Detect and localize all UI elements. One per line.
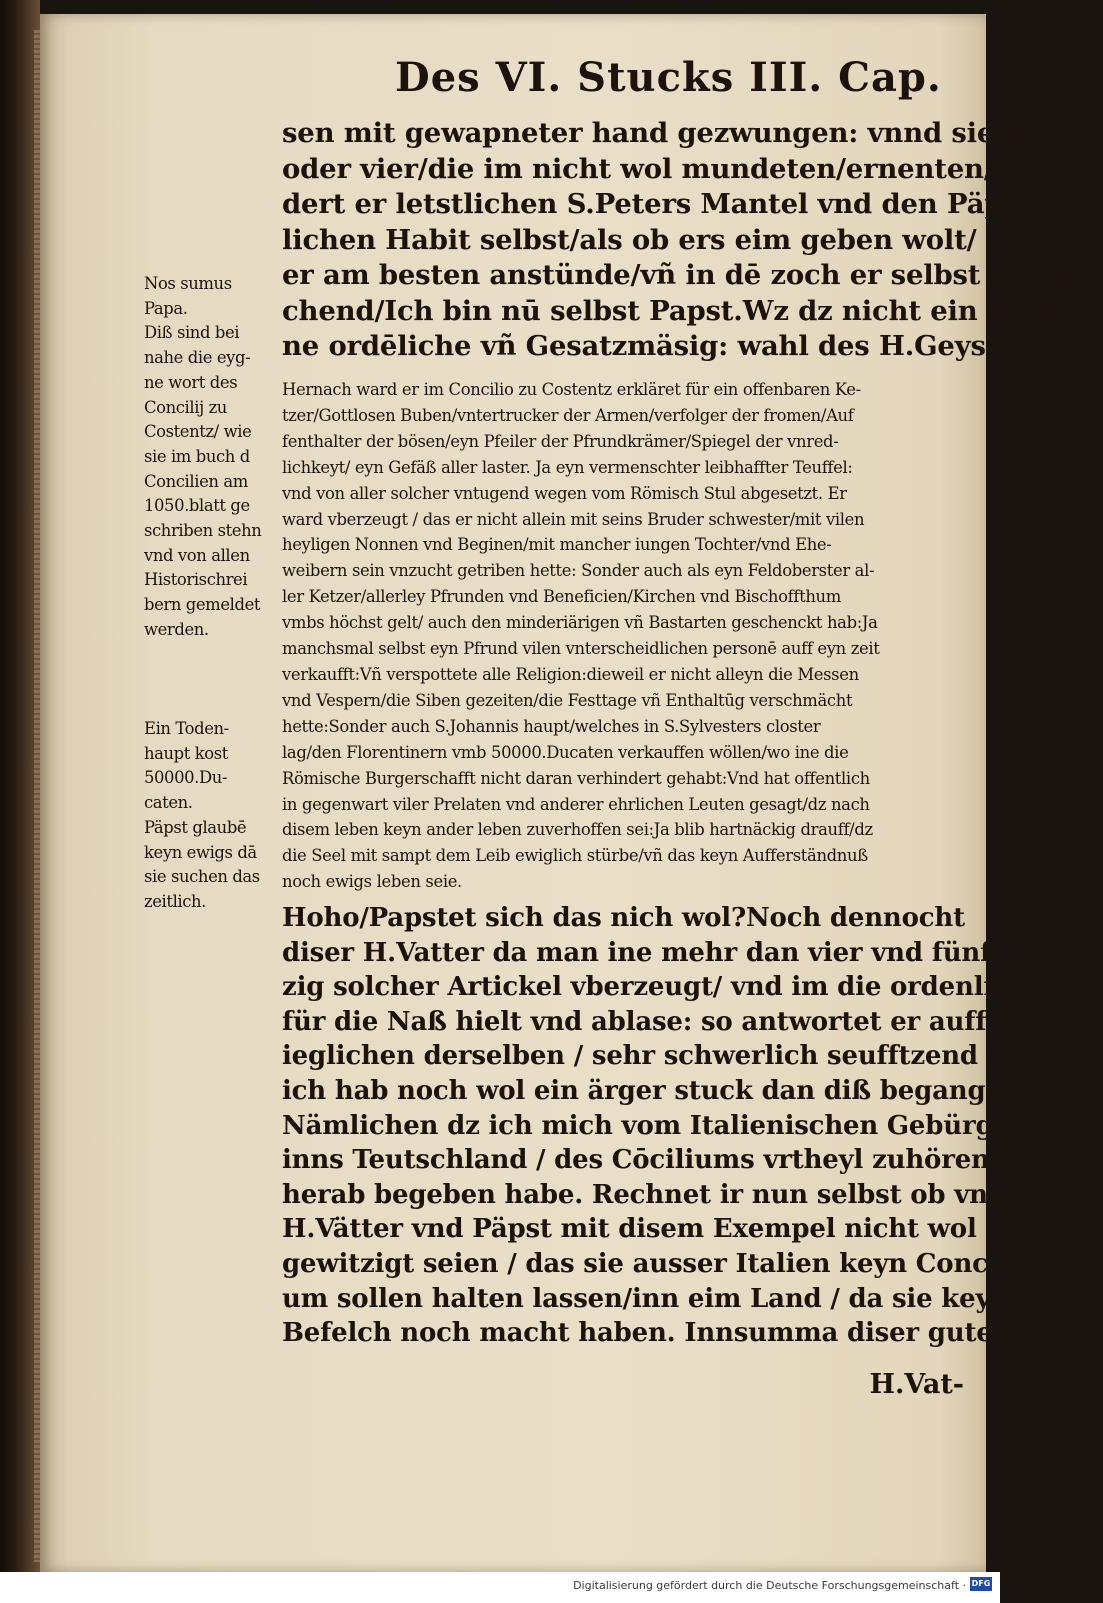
marginal-line: Historischrei (144, 570, 248, 590)
text-line: lichkeyt/ eyn Gefäß aller laster. Ja eyn vermenschter leibhaffter Teuffel: (282, 457, 853, 477)
text-line: er am besten anstünde/vñ in dē zoch er selbst an/spre (282, 259, 1103, 291)
dfg-logo: DFG (970, 1577, 992, 1591)
text-line: noch ewigs leben seie. (282, 872, 462, 892)
catchword: H.Vat- (869, 1369, 964, 1400)
text-line: herab begeben habe. Rechnet ir nun selbst ob vnser (282, 1179, 1033, 1210)
marginal-note-2 (144, 717, 284, 915)
marginal-line: 1050.blatt ge (144, 496, 250, 516)
marginal-line: caten. (144, 793, 193, 813)
text-line: vnd von aller solcher vntugend wegen vom Römisch Stul abgesetzt. Er (282, 483, 847, 503)
marginal-line: Costentz/ wie (144, 422, 252, 442)
text-line: um sollen halten lassen/inn eim Land / da sie keyn (282, 1283, 1010, 1314)
marginal-line: vnd von allen (144, 545, 250, 565)
text-line: Nämlichen dz ich mich vom Italienischen Gebürg (282, 1110, 994, 1141)
marginal-line: haupt kost (144, 743, 228, 763)
text-line: oder vier/die im nicht wol mundeten/ernenten/for (282, 152, 1038, 185)
text-line: ward vberzeugt / das er nicht allein mit seins Bruder schwester/mit vilen (282, 509, 865, 529)
marginal-line: keyn ewigs dā (144, 842, 257, 862)
text-line: inns Teutschland / des Cōciliums vrtheyl zuhören/ (282, 1145, 1000, 1176)
marginal-line: Päpst glaubē (144, 817, 247, 837)
text-line: dert er letstlichen S.Peters Mantel vnd den Päpst (282, 188, 1032, 220)
marginal-line: sie suchen das (144, 867, 260, 887)
marginal-line: 50000.Du- (144, 768, 227, 788)
text-line: chend/Ich bin nū selbst Papst.Wz dz nicht ein schō (282, 294, 1057, 327)
text-line: heyligen Nonnen vnd Beginen/mit mancher iungen Tochter/vnd Ehe- (282, 535, 832, 555)
text-line: ich hab noch wol ein ärger stuck dan diß begangen/ (282, 1075, 1030, 1106)
marginal-note-1 (144, 272, 284, 643)
marginal-line: schriben stehn (144, 521, 262, 541)
text-line: fenthalter der bösen/eyn Pfeiler der Pfrundkrämer/Spiegel der vnred- (282, 431, 839, 451)
text-line: H.Vätter vnd Päpst mit disem Exempel nicht wol (282, 1214, 977, 1245)
text-line: vnd Vespern/die Siben gezeiten/die Festtage vñ Enthaltūg verschmächt (282, 690, 853, 710)
text-line: in gegenwart viler Prelaten vnd anderer ehrlichen Leuten gesagt/dz nach (282, 794, 870, 814)
main-text-bottom (282, 901, 1060, 1351)
text-line: Hoho/Papstet sich das nich wol?Noch dennocht (282, 903, 965, 933)
text-line: Römische Burgerschafft nicht daran verhindert gehabt:Vnd hat offentlich (282, 768, 870, 788)
marginal-line: Concilij zu (144, 397, 227, 417)
footer-bar (0, 1572, 1000, 1603)
text-line: lichen Habit selbst/als ob ers eim geben wolt/ dem (282, 223, 1052, 256)
book-edge (0, 0, 40, 1572)
text-line: Hernach ward er im Concilio zu Costentz erkläret für ein offenbaren Ke- (282, 380, 861, 399)
marginal-line: Nos sumus (144, 274, 232, 293)
marginal-line: Papa. (144, 298, 188, 318)
marginal-line: ne wort des (144, 372, 238, 392)
text-line: sen mit gewapneter hand gezwungen: vnnd sie trei (282, 117, 1058, 149)
text-line: lag/den Florentinern vmb 50000.Ducaten verkauffen wöllen/wo ine die (282, 742, 849, 762)
text-line: die Seel mit sampt dem Leib ewiglich stürbe/vñ das keyn Aufferständnuß (282, 846, 868, 866)
text-line: manchsmal selbst eyn Pfrund vilen vnterscheidlichen personē auff eyn zeit (282, 639, 880, 659)
text-line: tzer/Gottlosen Buben/vntertrucker der Armen/verfolger der fromen/Auf (282, 405, 854, 425)
marginal-line: nahe die eyg- (144, 348, 251, 368)
text-line: hette:Sonder auch S.Johannis haupt/welches in S.Sylvesters closter (282, 716, 821, 736)
text-line: disem leben keyn ander leben zuverhoffen sei:Ja blib hartnäckig drauff/dz (282, 820, 873, 840)
marginal-line: sie im buch d (144, 446, 250, 466)
main-text-large (282, 116, 1103, 365)
text-line: ne ordēliche vñ Gesatzmäsig: wahl des H.Geysts? (282, 330, 1030, 362)
footer-credit: Digitalisierung gefördert durch die Deutsche Forschungsgemeinschaft · (573, 1579, 966, 1592)
text-line: verkaufft:Vñ verspottete alle Religion:dieweil er nicht alleyn die Messen (282, 664, 859, 684)
text-line: ieglichen derselben / sehr schwerlich seufftzend / Ach (282, 1041, 1060, 1072)
marginal-line: Concilien am (144, 471, 248, 491)
book-page (40, 14, 1103, 1572)
marginal-line: Ein Toden- (144, 719, 229, 738)
text-line: zig solcher Artickel vberzeugt/ vnd im die ordenlich (282, 972, 1028, 1003)
text-line: Befelch noch macht haben. Innsumma diser gute (282, 1318, 993, 1349)
text-line: vmbs höchst gelt/ auch den minderiärigen vñ Bastarten geschenckt hab:Ja (282, 613, 878, 633)
marginal-line: werden. (144, 619, 209, 639)
text-line: für die Naß hielt vnd ablase: so antwortet er auff ein (282, 1006, 1040, 1037)
text-line: ler Ketzer/allerley Pfrunden vnd Beneficien/Kirchen vnd Bischoffthum (282, 587, 841, 607)
text-line: diser H.Vatter da man ine mehr dan vier vnd fünff (282, 937, 1003, 968)
marginal-line: Diß sind bei (144, 323, 240, 343)
text-line: weibern sein vnzucht getriben hette: Sonder auch als eyn Feldoberster al- (282, 561, 875, 581)
main-text-small (282, 377, 964, 895)
text-line: gewitzigt seien / das sie ausser Italien keyn Concili- (282, 1248, 1028, 1279)
marginal-line: zeitlich. (144, 891, 206, 911)
marginal-line: bern gemeldet (144, 595, 261, 615)
running-head: Des VI. Stucks III. Cap. (395, 54, 942, 101)
